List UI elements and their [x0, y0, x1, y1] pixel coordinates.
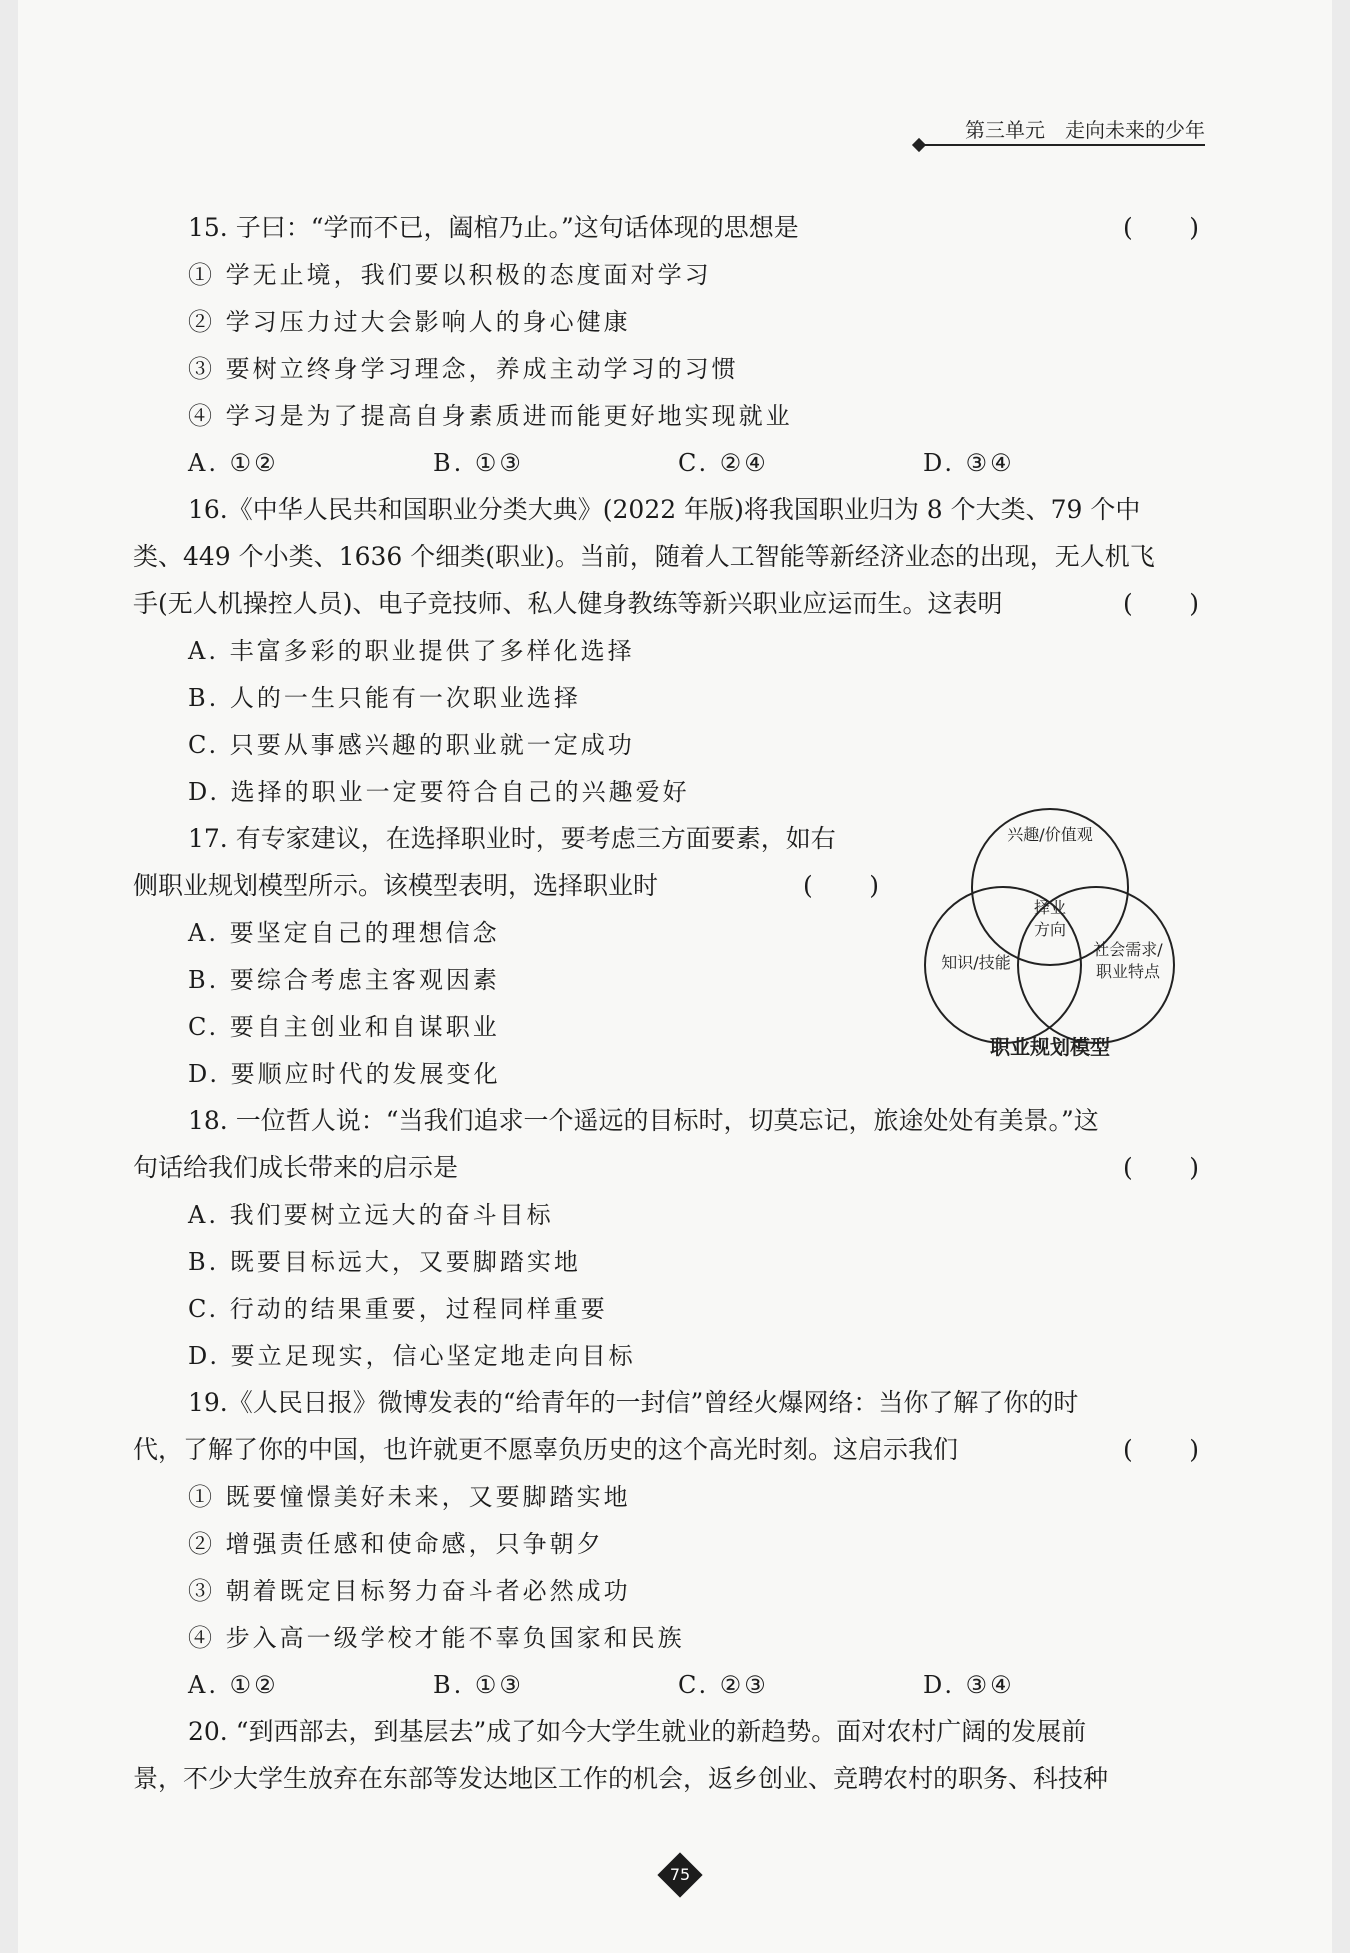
q18-stem-line: 18. 一位哲人说：“当我们追求一个遥远的目标时，切莫忘记，旅途处处有美景。”这: [188, 1106, 1099, 1135]
page-number-badge: [658, 1853, 702, 1897]
q15-choice-b: B. ①③: [433, 449, 524, 477]
q16-stem-line: 类、449 个小类、1636 个细类(职业)。当前，随着人工智能等新经济业态的出现，无人机飞: [133, 542, 1155, 571]
q15-stem: 15. 子曰：“学而不已，阖棺乃止。”这句话体现的思想是: [188, 213, 799, 242]
q16-option-a: A. 丰富多彩的职业提供了多样化选择: [188, 637, 635, 665]
q15-statement: ③ 要树立终身学习理念，养成主动学习的习惯: [188, 355, 739, 383]
q15-statement: ② 学习压力过大会影响人的身心健康: [188, 308, 631, 336]
q19-statement: ② 增强责任感和使命感，只争朝夕: [188, 1530, 604, 1558]
venn-label-knowledge: 知识/技能: [941, 953, 1011, 972]
q19-stem-line: 代，了解了你的中国，也许就更不愿辜负历史的这个高光时刻。这启示我们: [133, 1435, 959, 1464]
q16-stem-line: 16.《中华人民共和国职业分类大典》(2022 年版)将我国职业归为 8 个大类、79 个中: [188, 495, 1141, 524]
q19-statement: ③ 朝着既定目标努力奋斗者必然成功: [188, 1577, 631, 1605]
venn-label-society-1: 社会需求/: [1093, 940, 1163, 959]
q15-choice-a: A. ①②: [188, 449, 279, 477]
q15-statement: ④ 学习是为了提高自身素质进而能更好地实现就业: [188, 402, 793, 430]
q17-option-d: D. 要顺应时代的发展变化: [188, 1060, 501, 1088]
q16-stem-line: 手(无人机操控人员)、电子竞技师、私人健身教练等新兴职业应运而生。这表明: [133, 589, 1003, 618]
venn-center-1: 择业: [1033, 898, 1067, 917]
q16-option-d: D. 选择的职业一定要符合自己的兴趣爱好: [188, 778, 690, 806]
q19-answer-blank: ( ): [1123, 1435, 1199, 1464]
q18-stem-line: 句话给我们成长带来的启示是: [133, 1153, 459, 1182]
q18-option-d: D. 要立足现实，信心坚定地走向目标: [188, 1342, 636, 1370]
page-header: [923, 114, 1205, 146]
q15-choice-c: C. ②④: [678, 449, 769, 477]
venn-center-2: 方向: [1033, 920, 1067, 939]
career-planning-venn-diagram: [918, 790, 1188, 1080]
q17-option-c: C. 要自主创业和自谋职业: [188, 1013, 500, 1041]
venn-caption: 职业规划模型: [990, 1035, 1110, 1059]
q19-choice-a: A. ①②: [188, 1671, 279, 1699]
textbook-page: [18, 0, 1332, 1953]
q18-option-b: B. 既要目标远大，又要脚踏实地: [188, 1248, 581, 1276]
q19-statement: ④ 步入高一级学校才能不辜负国家和民族: [188, 1624, 685, 1652]
unit-title: 第三单元 走向未来的少年: [965, 118, 1205, 142]
q16-answer-blank: ( ): [1123, 589, 1199, 618]
q15-answer-blank: ( ): [1123, 213, 1199, 242]
q17-answer-blank: ( ): [803, 871, 879, 900]
q18-answer-blank: ( ): [1123, 1153, 1199, 1182]
q20-stem-line: 景，不少大学生放弃在东部等发达地区工作的机会，返乡创业、竞聘农村的职务、科技种: [133, 1764, 1109, 1793]
q17-option-b: B. 要综合考虑主客观因素: [188, 966, 500, 994]
q15-statement: ① 学无止境，我们要以积极的态度面对学习: [188, 261, 712, 289]
q19-choice-c: C. ②③: [678, 1671, 769, 1699]
q16-option-c: C. 只要从事感兴趣的职业就一定成功: [188, 731, 635, 759]
q19-choice-d: D. ③④: [923, 1671, 1015, 1699]
q19-stem-line: 19.《人民日报》微博发表的“给青年的一封信”曾经火爆网络：当你了解了你的时: [188, 1388, 1079, 1417]
q18-option-c: C. 行动的结果重要，过程同样重要: [188, 1295, 608, 1323]
page-number: 75: [669, 1865, 691, 1884]
q17-stem-line: 17. 有专家建议，在选择职业时，要考虑三方面要素，如右: [188, 824, 836, 853]
q19-choice-b: B. ①③: [433, 1671, 524, 1699]
q20-stem-line: 20. “到西部去，到基层去”成了如今大学生就业的新趋势。面对农村广阔的发展前: [188, 1717, 1087, 1746]
venn-label-interest: 兴趣/价值观: [1007, 825, 1093, 844]
q17-stem-line: 侧职业规划模型所示。该模型表明，选择职业时: [133, 871, 659, 900]
q15-choice-d: D. ③④: [923, 449, 1015, 477]
diamond-bullet-icon: [912, 138, 926, 152]
q19-statement: ① 既要憧憬美好未来，又要脚踏实地: [188, 1483, 631, 1511]
q16-option-b: B. 人的一生只能有一次职业选择: [188, 684, 581, 712]
venn-label-society-2: 职业特点: [1095, 962, 1161, 981]
q18-option-a: A. 我们要树立远大的奋斗目标: [188, 1201, 554, 1229]
q17-option-a: A. 要坚定自己的理想信念: [188, 919, 500, 947]
